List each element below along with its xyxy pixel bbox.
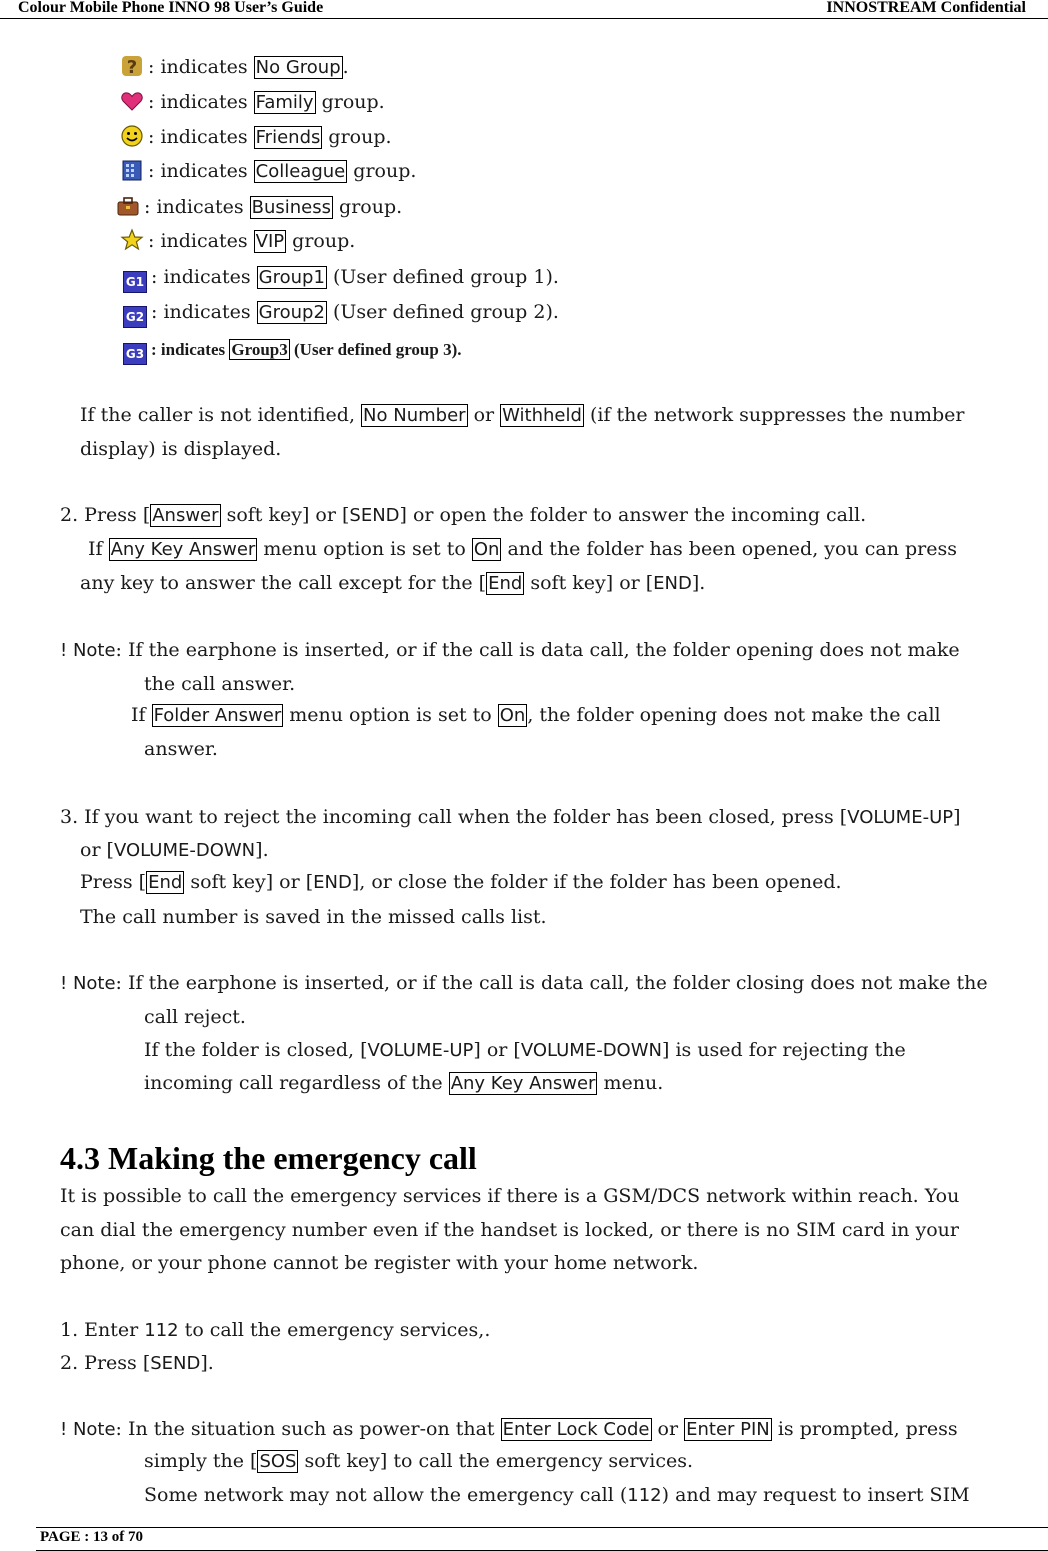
note3-line-2: simply the [ SOS soft key] to call the emergency services. bbox=[144, 1450, 693, 1472]
building-icon bbox=[120, 158, 144, 182]
step2-line-2: If Any Key Answer menu option is set to On and the folder has been opened, you can press bbox=[88, 538, 957, 560]
term-business: Business bbox=[251, 197, 332, 218]
g2-icon: G2 bbox=[123, 306, 147, 328]
legend-friends: : indicates Friends group. bbox=[120, 124, 392, 151]
note3-line-1: ! Note: In the situation such as power-on that Enter Lock Code or Enter PIN is prompted, press bbox=[60, 1418, 958, 1440]
note-label: ! Note bbox=[60, 973, 116, 994]
key-end-hard: END bbox=[313, 872, 352, 893]
key-answer: Answer bbox=[152, 505, 219, 526]
note2-line-2: call reject. bbox=[144, 1006, 246, 1028]
key-volume-up: VOLUME-UP bbox=[367, 1040, 474, 1061]
note2-line-3: If the folder is closed, [VOLUME-UP] or [VOLUME-DOWN] is used for rejecting the bbox=[144, 1039, 906, 1061]
step2-line-3: any key to answer the call except for the [ End soft key] or [END]. bbox=[80, 572, 706, 594]
term-no-number: No Number bbox=[363, 405, 466, 426]
question-mark-icon bbox=[120, 54, 144, 78]
key-end: End bbox=[488, 573, 523, 594]
section-heading: 4.3 Making the emergency call bbox=[60, 1140, 477, 1176]
caller-line-2: display) is displayed. bbox=[80, 438, 282, 460]
term-enter-pin: Enter PIN bbox=[686, 1419, 770, 1440]
term-enter-lock-code: Enter Lock Code bbox=[502, 1419, 650, 1440]
legend-group3: G3 : indicates Group3 (User defined group 3). bbox=[123, 337, 462, 365]
step3-line-2: or [VOLUME-DOWN]. bbox=[80, 839, 269, 861]
smiley-icon bbox=[120, 124, 144, 148]
term-withheld: Withheld bbox=[502, 405, 582, 426]
legend-business: : indicates Business group. bbox=[116, 194, 402, 221]
key-volume-up: VOLUME-UP bbox=[847, 807, 954, 828]
term-any-key-answer: Any Key Answer bbox=[110, 539, 256, 560]
section-para-line-3: phone, or your phone cannot be register with your home network. bbox=[60, 1252, 699, 1274]
page-number: PAGE : 13 of 70 bbox=[40, 1529, 144, 1545]
term-family: Family bbox=[255, 92, 314, 113]
heart-icon bbox=[120, 89, 144, 113]
term-colleague: Colleague bbox=[255, 161, 346, 182]
note2-line-4: incoming call regardless of the Any Key Answer menu. bbox=[144, 1072, 664, 1094]
emergency-step-2: 2. Press [SEND]. bbox=[60, 1352, 214, 1374]
emergency-number: 112 bbox=[144, 1320, 179, 1341]
step2-line-1: 2. Press [ Answer soft key] or [SEND] or open the folder to answer the incoming call. bbox=[60, 504, 867, 526]
term-any-key-answer: Any Key Answer bbox=[450, 1073, 596, 1094]
section-para-line-1: It is possible to call the emergency services if there is a GSM/DCS network within reach. You bbox=[60, 1185, 960, 1207]
g3-icon: G3 bbox=[123, 343, 147, 365]
key-end: End bbox=[148, 872, 183, 893]
term-friends: Friends bbox=[255, 127, 321, 148]
step3-line-1: 3. If you want to reject the incoming call when the folder has been closed, press [VOLUME-UP] bbox=[60, 806, 961, 828]
note1-line-3: If Folder Answer menu option is set to On , the folder opening does not make the call bbox=[131, 704, 941, 726]
key-volume-down: VOLUME-DOWN bbox=[113, 840, 256, 861]
key-send: SEND bbox=[150, 1353, 201, 1374]
caller-line-1: If the caller is not identified, No Number or Withheld (if the network suppresses the number bbox=[80, 404, 965, 426]
legend-vip: : indicates VIP group. bbox=[120, 228, 355, 255]
key-volume-down: VOLUME-DOWN bbox=[520, 1040, 662, 1061]
emergency-number: 112 bbox=[627, 1485, 662, 1506]
term-group2: Group2 bbox=[258, 302, 325, 323]
note-label: ! Note bbox=[60, 1419, 116, 1440]
note3-line-3: Some network may not allow the emergency call (112) and may request to insert SIM bbox=[144, 1484, 970, 1506]
note1-line-4: answer. bbox=[144, 738, 218, 760]
page-header bbox=[0, 0, 1048, 19]
briefcase-icon bbox=[116, 194, 140, 218]
term-folder-answer: Folder Answer bbox=[153, 705, 282, 726]
g1-icon: G1 bbox=[123, 271, 147, 293]
key-send: SEND bbox=[349, 505, 400, 526]
legend-colleague: : indicates Colleague group. bbox=[120, 158, 416, 185]
term-on: On bbox=[499, 705, 526, 726]
emergency-step-1: 1. Enter 112 to call the emergency services,. bbox=[60, 1319, 491, 1341]
header-title: Colour Mobile Phone INNO 98 User’s Guide bbox=[18, 0, 324, 16]
legend-group2: G2 : indicates Group2 (User defined group 2). bbox=[123, 299, 559, 328]
term-no-group: No Group bbox=[255, 57, 341, 78]
legend-family: : indicates Family group. bbox=[120, 89, 385, 116]
page-footer bbox=[36, 1527, 1048, 1551]
legend-group1: G1 : indicates Group1 (User defined group 1). bbox=[123, 264, 559, 293]
note2-line-1: ! Note: If the earphone is inserted, or if the call is data call, the folder closing does not make the bbox=[60, 972, 988, 994]
step3-line-4: The call number is saved in the missed calls list. bbox=[80, 906, 547, 928]
section-para-line-2: can dial the emergency number even if the handset is locked, or there is no SIM card in your bbox=[60, 1219, 959, 1241]
svg-text:?: ? bbox=[126, 57, 138, 78]
term-on: On bbox=[473, 539, 500, 560]
term-vip: VIP bbox=[255, 231, 285, 252]
key-sos: SOS bbox=[259, 1451, 297, 1472]
note1-line-2: the call answer. bbox=[144, 673, 296, 695]
step3-line-3: Press [ End soft key] or [END], or close the folder if the folder has been opened. bbox=[80, 871, 842, 893]
star-icon bbox=[120, 228, 144, 252]
note-label: ! Note bbox=[60, 640, 116, 661]
note1-line-1: ! Note: If the earphone is inserted, or if the call is data call, the folder opening does not make bbox=[60, 639, 960, 661]
key-end-hard: END bbox=[653, 573, 692, 594]
header-confidential: INNOSTREAM Confidential bbox=[826, 0, 1026, 16]
term-group1: Group1 bbox=[258, 267, 325, 288]
term-group3: Group3 bbox=[231, 340, 288, 359]
legend-no-group: ? : indicates No Group . bbox=[120, 54, 349, 81]
